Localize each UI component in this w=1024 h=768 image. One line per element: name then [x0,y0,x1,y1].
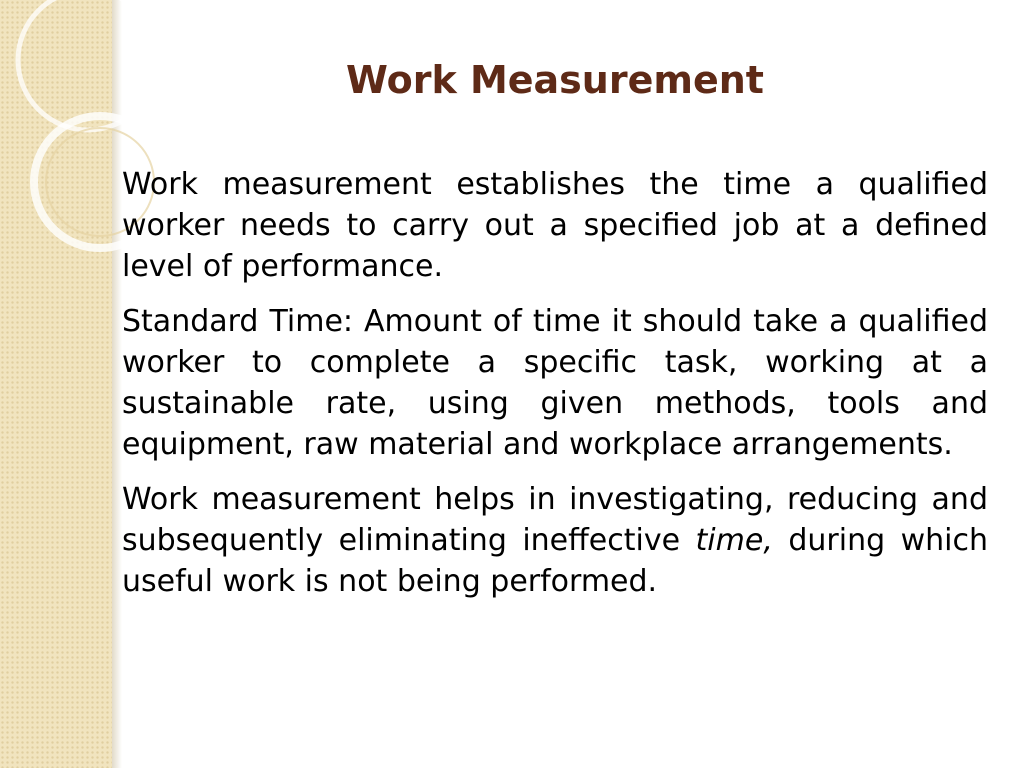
emphasized-word-time: time, [695,523,773,558]
paragraph-ineffective-time-start: Work measurement helps in investigating, reducing and subsequently eliminating ineffective [122,482,988,558]
slide-body [122,164,988,616]
paragraph-ineffective-time-end: during which useful work is not being performed. [122,523,988,599]
paragraph-standard-time: Standard Time: Amount of time it should take a qualified worker to complete a specific task, working at a sustainable rate, using given methods, tools and equipment, raw material and workplace arrangements. [122,304,988,462]
slide-title: Work Measurement [346,58,764,102]
paragraph-definition: Work measurement establishes the time a qualified worker needs to carry out a specified job at a defined level of performance. [122,167,988,284]
paragraph-ineffective-time [122,479,988,602]
